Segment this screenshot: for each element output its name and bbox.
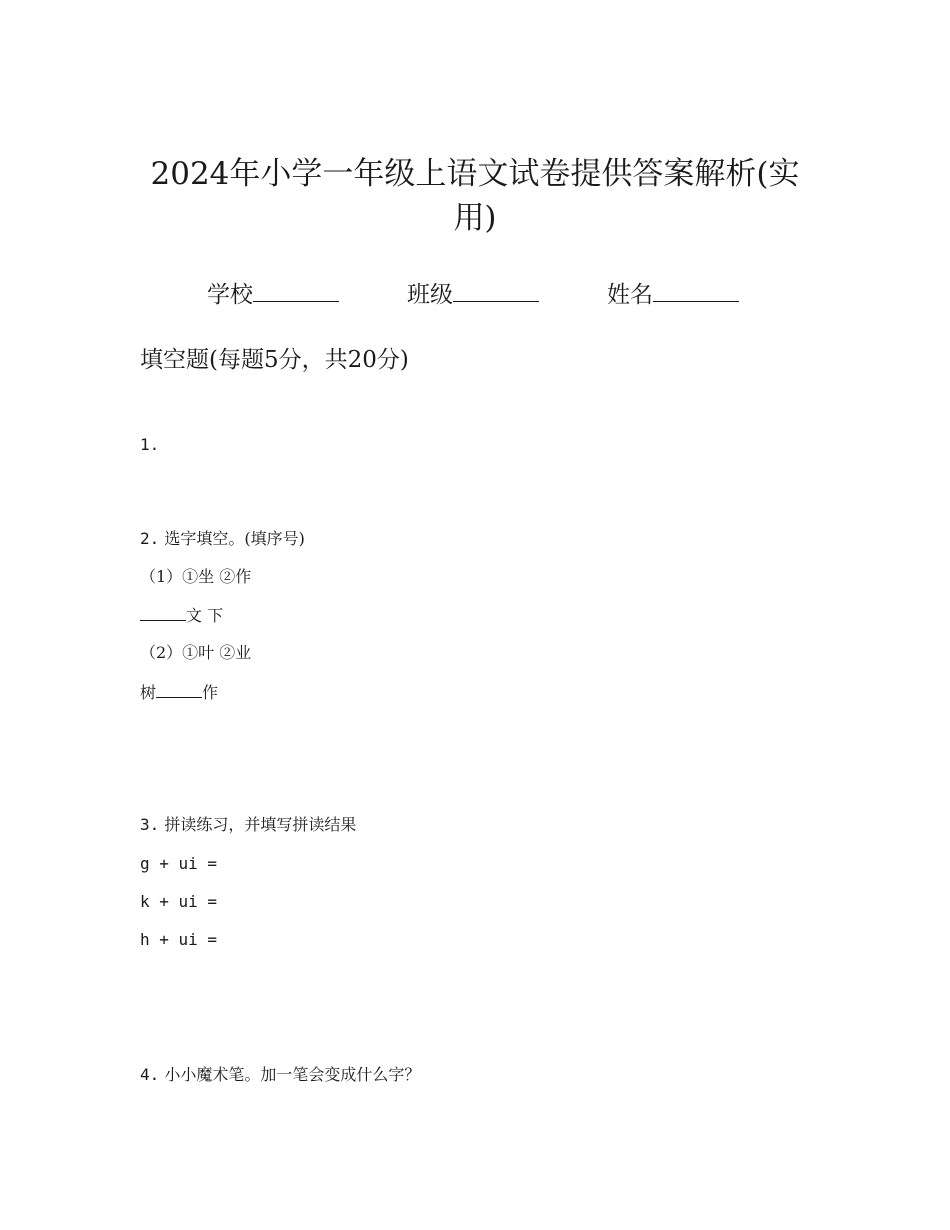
- class-label: 班级: [407, 282, 453, 308]
- question-number: 3.: [140, 815, 160, 834]
- question-prompt: 小小魔术笔。加一笔会变成什么字？: [164, 1065, 421, 1084]
- answer-blank: [140, 604, 186, 621]
- question-2: [140, 528, 305, 550]
- question-2-line-3: （2）①叶 ②业: [140, 643, 252, 662]
- question-prompt: 拼读练习，并填写拼读结果: [164, 815, 357, 834]
- question-2-line-1: （1）①坐 ②作: [140, 567, 252, 586]
- question-number: 4.: [140, 1065, 160, 1084]
- question-4: [140, 1064, 420, 1086]
- school-blank: [253, 277, 339, 302]
- pinyin-line-3: h + ui =: [140, 930, 218, 949]
- school-label: 学校: [207, 282, 253, 308]
- pinyin-line-2: k + ui =: [140, 892, 218, 911]
- question-number: 1.: [140, 435, 160, 454]
- school-field: [207, 277, 339, 311]
- pinyin-line-1: g + ui =: [140, 854, 218, 873]
- question-2-line-2: 文 下: [140, 604, 223, 627]
- question-prompt: 选字填空。(填序号): [164, 529, 305, 548]
- name-field: [607, 277, 739, 311]
- section-heading: 填空题(每题5分，共20分): [140, 347, 409, 373]
- class-field: [407, 277, 539, 311]
- question-number: 2.: [140, 529, 160, 548]
- question-2-line-4: 树 作: [140, 683, 219, 702]
- name-label: 姓名: [607, 282, 653, 308]
- question-3: [140, 814, 356, 836]
- question-1: [140, 434, 159, 456]
- name-blank: [653, 277, 739, 302]
- class-blank: [453, 277, 539, 302]
- answer-blank: [156, 681, 202, 698]
- exam-title: 2024年小学一年级上语文试卷提供答案解析(实用): [150, 156, 800, 236]
